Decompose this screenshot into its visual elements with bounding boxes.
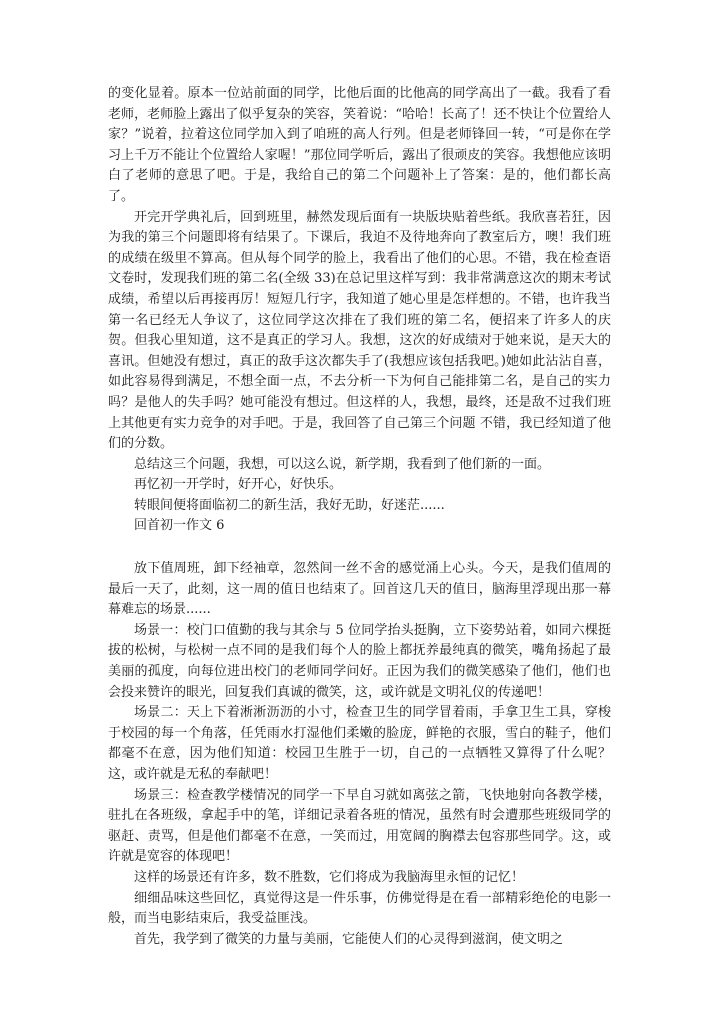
paragraph-reflection: 细细品味这些回忆，真觉得这是一件乐事，仿佛觉得是在看一部精彩绝伦的电影一般，而当电影结束后，我受益匪浅。 (108, 890, 611, 927)
paragraph-scene-two: 场景二：天上下着淅淅沥沥的小寸，检查卫生的同学冒着雨，手拿卫生工具，穿梭于校园的每一个角落，任凭雨水打湿他们柔嫩的脸庞，鲜艳的衣服，雪白的鞋子，他们都毫不在意，因为他们知道：校园卫生胜于一切，自己的一点牺牲又算得了什么呢？这，或许就是无私的奉献吧！ (108, 705, 611, 782)
paragraph-continuation: 的变化显着。原本一位站前面的同学，比他后面的比他高的同学高出了一截。我看了看老师，老师脸上露出了似乎复杂的笑容，笑着说：“哈哈！长高了！还不快让个位置给人家？”说着，拉着这位同学加入到了咱班的高人行列。但是老师锋回一转，“可是你在学习上千万不能让个位置给人家喔！”那位同学听后，露出了很顽皮的笑容。我想他应该明白了老师的意思了吧。于是，我给自己的第二个问题补上了答案：是的，他们都长高了。 (108, 86, 611, 204)
paragraph-recall: 再忆初一开学时，好开心，好快乐。 (134, 477, 343, 493)
essay-title: 回首初一作文 6 (134, 518, 225, 534)
paragraph-duty-intro: 放下值周班，卸下经袖章，忽然间一丝不舍的感觉涌上心头。今天，是我们值周的最后一天了，此刻，这一周的值日也结束了。回首这几天的值日，脑海里浮现出那一幕幕难忘的场景...... (108, 561, 611, 618)
document-page (108, 84, 611, 950)
paragraph-new-life: 转眼间便将面临初二的新生活，我好无助，好迷茫...... (134, 497, 445, 513)
paragraph-scene-three: 场景三：检查教学楼情况的同学一下早自习就如离弦之箭，飞快地射向各教学楼，驻扎在各班级，拿起手中的笔，详细记录着各班的情况，虽然有时会遭那些班级同学的驱赶、责骂，但是他们都毫不在意，一笑而过，用宽阔的胸襟去包容那些同学。这，或许就是宽容的体现吧！ (108, 787, 611, 865)
paragraph-opening-ceremony: 开完开学典礼后，回到班里，赫然发现后面有一块版块贴着些纸。我欣喜若狂，因为我的第三个问题即将有结果了。下课后，我迫不及待地奔向了教室后方，噢！我们班的成绩在级里不算高。但从每个同学的脸上，我看出了他们的心思。不错，我在检查语文卷时，发现我们班的第二名(全级 33)在总记里这样写到：我非常满意这次的期末考试成绩，希望以后再接再厉！短短几行字，我知道了她心里是怎样想的。不错，也许我当第一名已经无人争议了，这位同学这次排在了我们班的第二名，便招来了许多人的庆贺。但我心里知道，这不是真正的学习人。我想，这次的好成绩对于她来说，是天大的喜讯。但她没有想过，真正的敌手这次都失手了(我想应该包括我吧。)她如此沾沾自喜，如此容易得到满足，不想全面一点，不去分析一下为何自己能排第二名，是自己的实力吗？是他人的失手吗？她可能没有想过。但这样的人，我想，最终，还是敌不过我们班上其他更有实力竞争的对手吧。于是，我回答了自己第三个问题 不错，我已经知道了他们的分数。 (108, 209, 611, 452)
paragraph-first-lesson: 首先，我学到了微笑的力量与美丽，它能使人们的心灵得到滋润，使文明之 (134, 931, 564, 947)
paragraph-scene-one: 场景一：校门口值勤的我与其余与 5 位同学抬头挺胸，立下姿势站着，如同六棵挺拔的松树，与松树一点不同的是我们每个人的脸上都抚养最纯真的微笑，嘴角扬起了最美丽的孤度，向每位进出校门的老师同学问好。正因为我们的微笑感染了他们，他们也会投来赞许的眼光，回复我们真诚的微笑，这，或许就是文明礼仪的传递吧！ (108, 622, 611, 700)
paragraph-summary: 总结这三个问题，我想，可以这么说，新学期，我看到了他们新的一面。 (134, 456, 551, 472)
section-spacer (108, 537, 611, 559)
paragraph-many-scenes: 这样的场景还有许多，数不胜数，它们将成为我脑海里永恒的记忆！ (134, 869, 525, 885)
